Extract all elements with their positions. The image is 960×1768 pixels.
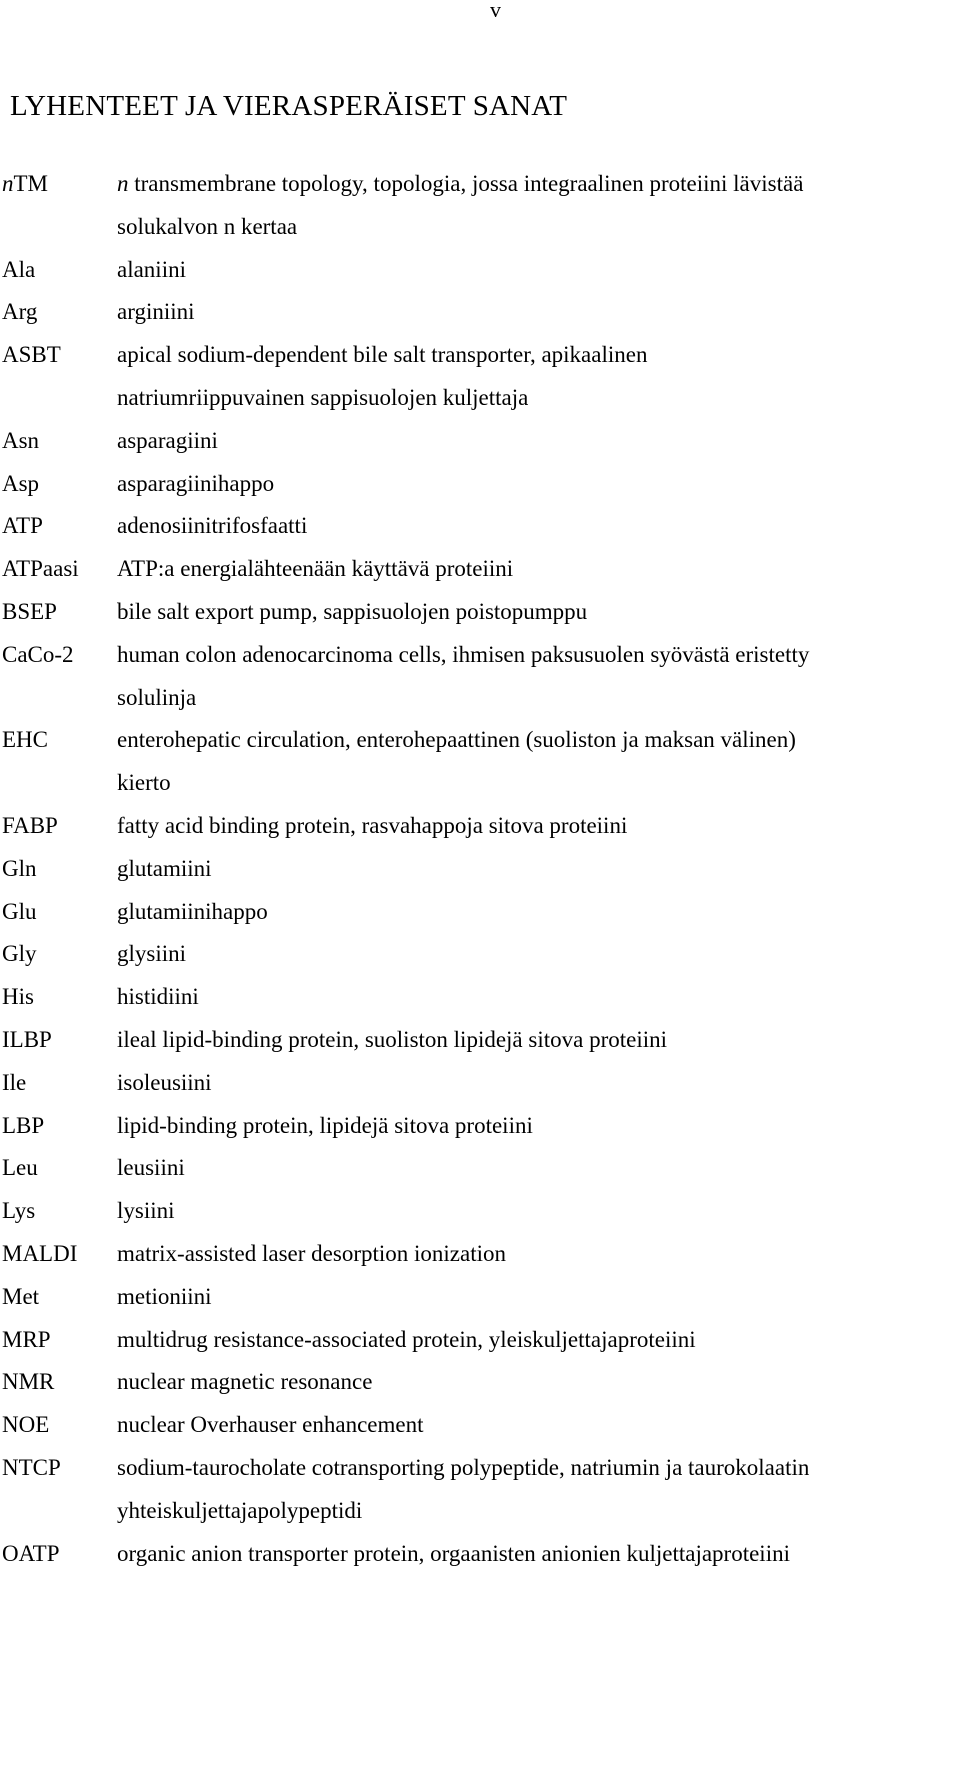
- abbreviation-term-text: Ala: [2, 256, 36, 282]
- abbreviation-term-text: Ile: [2, 1069, 27, 1095]
- abbreviation-definition: [117, 463, 960, 506]
- abbreviation-term-text: BSEP: [2, 599, 57, 624]
- section-heading: LYHENTEET JA VIERASPERÄISET SANAT: [10, 90, 568, 122]
- abbreviation-term-text: Gly: [2, 941, 37, 967]
- definition-text: arginiini: [117, 299, 195, 325]
- abbreviation-definition: [117, 591, 960, 634]
- abbreviation-term: [2, 634, 74, 677]
- definition-line: [117, 1490, 960, 1533]
- abbreviation-term: [2, 1233, 77, 1276]
- abbreviation-term: [2, 976, 34, 1019]
- abbreviation-definition: [117, 163, 960, 249]
- abbreviation-term-text: Glu: [2, 898, 37, 924]
- definition-line: [117, 1447, 960, 1490]
- abbreviation-term-text: ASBT: [2, 342, 61, 368]
- definition-text: solulinja: [117, 684, 197, 710]
- definition-line: [117, 1404, 960, 1447]
- definition-line: [117, 805, 960, 848]
- abbreviation-term: [2, 334, 61, 377]
- abbreviation-term: [2, 891, 37, 934]
- definition-line: [117, 677, 960, 720]
- abbreviation-term: [2, 1190, 35, 1233]
- abbreviation-term-text: Leu: [2, 1155, 38, 1181]
- definition-line: [117, 719, 960, 762]
- abbreviation-definition: [117, 976, 960, 1019]
- definition-line: [117, 1276, 960, 1319]
- definition-text: fatty acid binding protein, rasvahappoja sitova proteiini: [117, 813, 628, 838]
- definition-line: [117, 505, 960, 548]
- abbreviation-definition: [117, 1233, 960, 1276]
- abbreviation-term-text: OATP: [2, 1540, 60, 1566]
- abbreviation-term-text: CaCo-2: [2, 641, 74, 667]
- abbreviation-term: [2, 1276, 39, 1319]
- definition-text: sodium-taurocholate cotransporting polypeptide, natriumin ja taurokolaatin: [117, 1455, 810, 1480]
- abbreviation-term: [2, 505, 43, 548]
- abbreviation-term: [2, 1447, 61, 1490]
- definition-line: [117, 1019, 960, 1062]
- definition-text: ileal lipid-binding protein, suoliston lipidejä sitova proteiini: [117, 1027, 668, 1052]
- definition-line: [117, 163, 960, 206]
- abbreviation-definition: [117, 1361, 960, 1404]
- definition-line: [117, 463, 960, 506]
- abbreviation-definition: [117, 420, 960, 463]
- abbreviation-definition: [117, 848, 960, 891]
- definition-line: [117, 891, 960, 934]
- definition-line: [117, 933, 960, 976]
- definition-text: isoleusiini: [117, 1069, 212, 1095]
- definition-text: nuclear Overhauser enhancement: [117, 1412, 424, 1438]
- abbreviation-term: [2, 805, 58, 848]
- abbreviation-definition: [117, 1533, 960, 1576]
- abbreviation-definition: [117, 1190, 960, 1233]
- abbreviation-definition: [117, 805, 960, 848]
- page-number: v: [490, 0, 501, 22]
- definition-line: [117, 291, 960, 334]
- definition-line: [117, 1147, 960, 1190]
- abbreviation-term-text: Asp: [2, 470, 40, 496]
- abbreviation-definition: [117, 634, 960, 720]
- abbreviation-term: [2, 291, 37, 334]
- abbreviation-definition: [117, 334, 960, 420]
- abbreviation-definition: [117, 1062, 960, 1105]
- definition-text: natriumriippuvainen sappisuolojen kuljettaja: [117, 384, 529, 410]
- abbreviation-term-text: Gln: [2, 855, 37, 881]
- abbreviation-term: [2, 1019, 52, 1062]
- abbreviation-term: [2, 848, 37, 891]
- definition-text: lipid-binding protein, lipidejä sitova proteiini: [117, 1112, 533, 1138]
- definition-text: asparagiini: [117, 427, 218, 453]
- abbreviation-definition: [117, 1019, 960, 1062]
- abbreviation-term-text: NMR: [2, 1369, 55, 1395]
- definition-text: lysiini: [117, 1198, 175, 1224]
- definition-text: adenosiinitrifosfaatti: [117, 513, 308, 539]
- definition-line: [117, 1062, 960, 1105]
- abbreviation-term-text: EHC: [2, 727, 48, 753]
- abbreviation-term: [2, 249, 35, 292]
- abbreviation-term: [2, 1105, 44, 1148]
- definition-text: bile salt export pump, sappisuolojen poistopumppu: [117, 599, 588, 624]
- abbreviation-term: [2, 463, 39, 506]
- definition-text: histidiini: [117, 984, 199, 1010]
- definition-text: apical sodium-dependent bile salt transporter, apikaalinen: [117, 342, 648, 368]
- abbreviation-term-text: Arg: [2, 299, 38, 325]
- abbreviation-definition: [117, 933, 960, 976]
- definition-text: organic anion transporter protein, orgaanisten anionien kuljettajaproteiini: [117, 1540, 790, 1566]
- abbreviation-term-text: ATPaasi: [2, 556, 79, 582]
- abbreviation-definition: [117, 1147, 960, 1190]
- definition-text: leusiini: [117, 1155, 185, 1181]
- abbreviation-definition: [117, 1319, 960, 1362]
- abbreviation-term-text: TM: [13, 171, 48, 196]
- abbreviation-term: [2, 1533, 60, 1576]
- definition-text: glysiini: [117, 941, 187, 967]
- definition-text: ATP:a energialähteenään käyttävä proteiini: [117, 556, 514, 582]
- abbreviation-term-text: FABP: [2, 813, 58, 838]
- definition-line: [117, 334, 960, 377]
- abbreviation-term: [2, 420, 39, 463]
- definition-text: nuclear magnetic resonance: [117, 1369, 373, 1395]
- definition-line: [117, 1105, 960, 1148]
- abbreviation-term-text: ILBP: [2, 1027, 52, 1052]
- definition-text: alaniini: [117, 256, 186, 282]
- definition-line: [117, 762, 960, 805]
- abbreviation-definition: [117, 505, 960, 548]
- abbreviation-term-text: His: [2, 984, 34, 1010]
- abbreviation-definition: [117, 1404, 960, 1447]
- abbreviation-term: [2, 591, 57, 634]
- definition-line: [117, 1319, 960, 1362]
- definition-line: [117, 420, 960, 463]
- abbreviation-definition: [117, 1105, 960, 1148]
- abbreviation-term-text: NOE: [2, 1412, 50, 1438]
- abbreviation-term: [2, 1361, 54, 1404]
- definition-text: kierto: [117, 770, 171, 796]
- definition-line: [117, 976, 960, 1019]
- abbreviation-term-prefix: n: [2, 171, 14, 196]
- definition-line: [117, 1190, 960, 1233]
- abbreviation-term-text: ATP: [2, 513, 43, 539]
- abbreviation-term: [2, 548, 79, 591]
- abbreviation-term: [2, 1147, 38, 1190]
- abbreviation-definition: [117, 1447, 960, 1533]
- abbreviation-term: [2, 1319, 51, 1362]
- abbreviation-term-text: MALDI: [2, 1241, 78, 1266]
- definition-line: [117, 1533, 960, 1576]
- abbreviation-definition: [117, 719, 960, 805]
- abbreviation-term: [2, 1404, 49, 1447]
- definition-text: transmembrane topology, topologia, jossa integraalinen proteiini lävistää: [128, 171, 804, 196]
- abbreviation-term: [2, 933, 37, 976]
- definition-line: [117, 249, 960, 292]
- abbreviation-term-text: MRP: [2, 1326, 51, 1352]
- abbreviation-term-text: LBP: [2, 1112, 45, 1138]
- definition-line: [117, 591, 960, 634]
- definition-text: solukalvon n kertaa: [117, 213, 298, 239]
- definition-line: [117, 1361, 960, 1404]
- definition-text: matrix-assisted laser desorption ionization: [117, 1241, 506, 1266]
- definition-text: asparagiinihappo: [117, 470, 275, 496]
- abbreviation-definition: [117, 1276, 960, 1319]
- definition-text: multidrug resistance-associated protein, yleiskuljettajaproteiini: [117, 1326, 696, 1352]
- definition-line: [117, 377, 960, 420]
- definition-text: human colon adenocarcinoma cells, ihmisen paksusuolen syövästä eristetty: [117, 641, 810, 667]
- abbreviation-definition: [117, 249, 960, 292]
- abbreviation-term-text: Asn: [2, 427, 40, 453]
- definition-line: [117, 206, 960, 249]
- definition-text: glutamiinihappo: [117, 898, 268, 924]
- abbreviation-term-text: Lys: [2, 1198, 36, 1224]
- definition-line: [117, 634, 960, 677]
- abbreviation-definition: [117, 548, 960, 591]
- definition-line: [117, 1233, 960, 1276]
- abbreviation-definition: [117, 891, 960, 934]
- definition-prefix: n: [117, 171, 129, 196]
- definition-text: enterohepatic circulation, enterohepaattinen (suoliston ja maksan välinen): [117, 727, 796, 753]
- definition-line: [117, 548, 960, 591]
- abbreviation-term-text: Met: [2, 1283, 40, 1309]
- abbreviation-term-text: NTCP: [2, 1455, 61, 1480]
- definition-line: [117, 848, 960, 891]
- abbreviation-term: [2, 1062, 26, 1105]
- abbreviation-term: [2, 163, 48, 206]
- abbreviation-definition: [117, 291, 960, 334]
- definition-text: yhteiskuljettajapolypeptidi: [117, 1497, 363, 1523]
- abbreviation-term: [2, 719, 48, 762]
- definition-text: metioniini: [117, 1283, 212, 1309]
- definition-text: glutamiini: [117, 855, 212, 881]
